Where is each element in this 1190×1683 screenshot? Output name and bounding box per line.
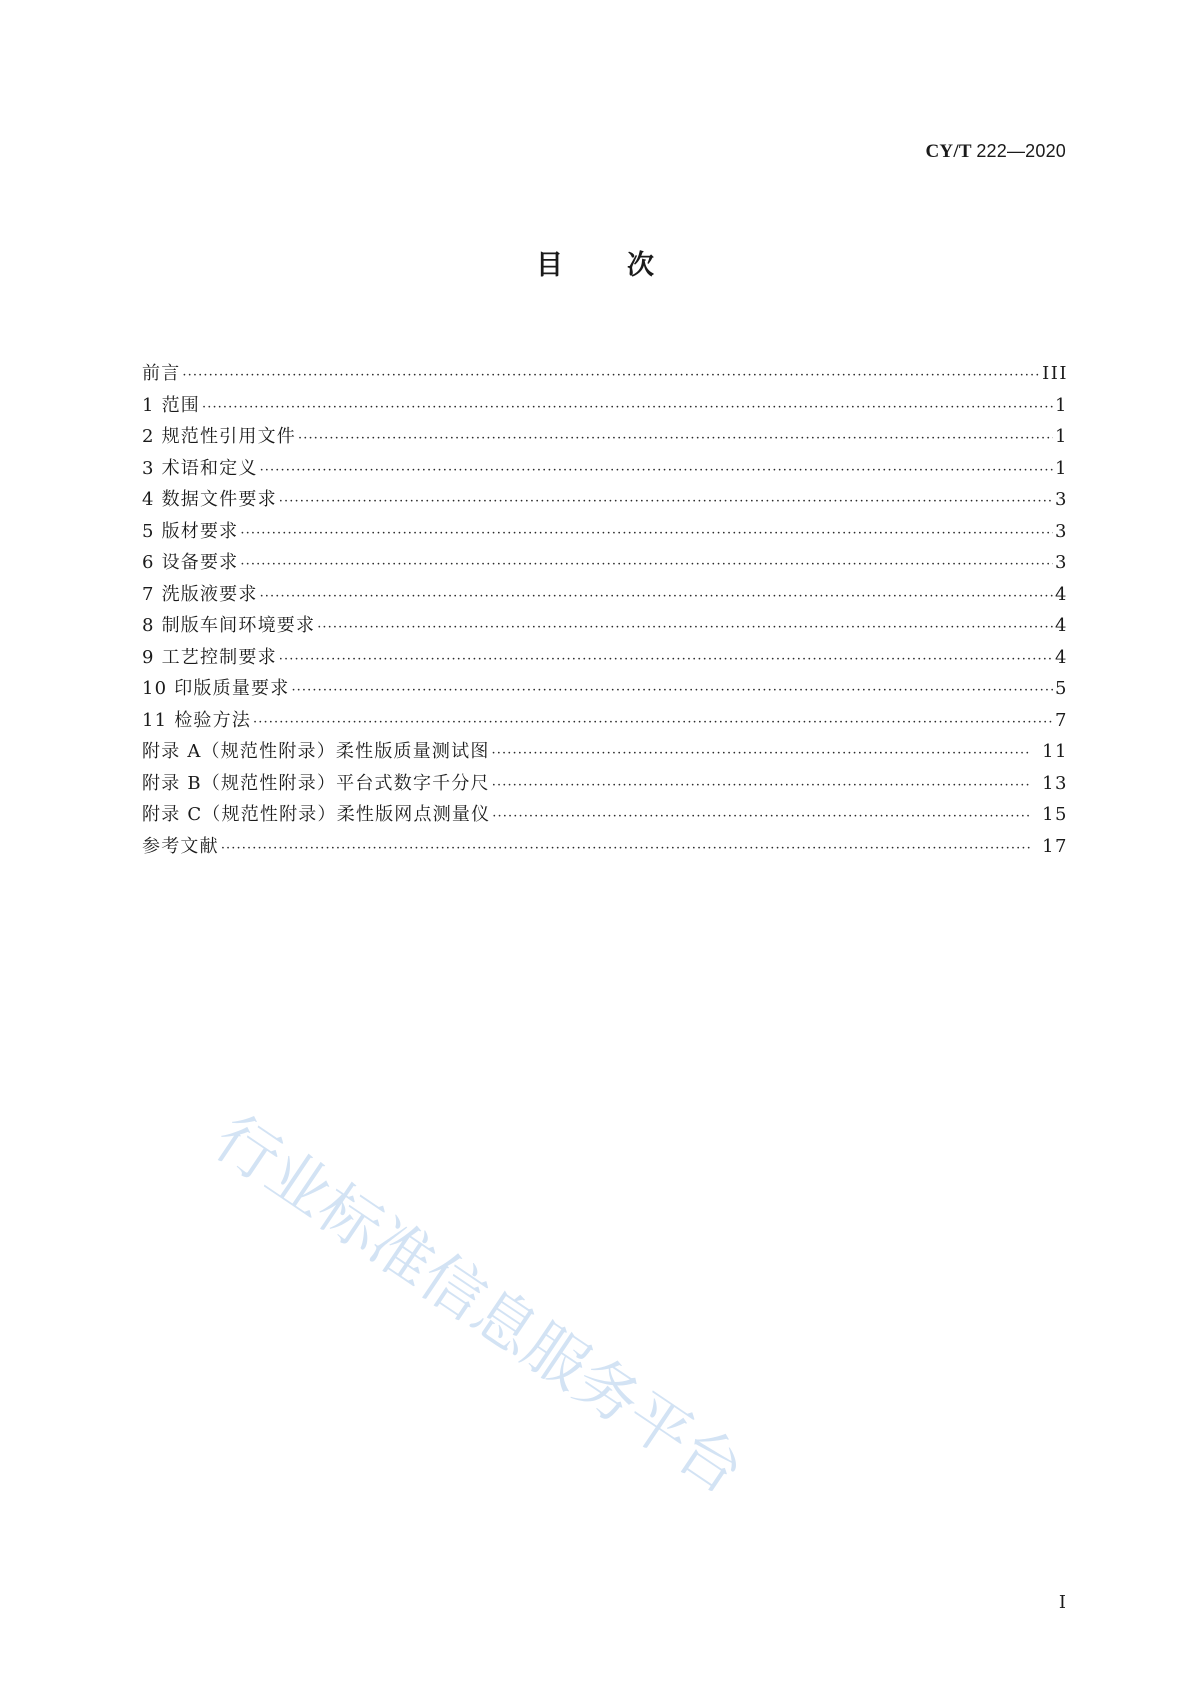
dot-leader [253, 707, 1053, 739]
toc-entry-page: 1 [1055, 457, 1068, 479]
toc-entry-label: 参考文献 [142, 835, 219, 857]
toc-entry-process-control-requirements[interactable] [142, 642, 1068, 674]
standard-number: 222—2020 [976, 141, 1066, 161]
dot-leader [291, 675, 1053, 707]
toc-entry-appendix-b[interactable] [142, 768, 1068, 800]
toc-entry-equipment-requirements[interactable] [142, 547, 1068, 579]
toc-entry-appendix-a[interactable] [142, 736, 1068, 768]
toc-entry-label: 附录 B（规范性附录）平台式数字千分尺 [142, 772, 490, 794]
dot-leader [492, 770, 1030, 802]
toc-entry-foreword[interactable] [142, 358, 1068, 390]
toc-entry-label: 5 版材要求 [142, 520, 239, 542]
dot-leader [202, 392, 1053, 424]
toc-entry-page: 13 [1042, 772, 1068, 794]
toc-entry-page: 1 [1055, 394, 1068, 416]
dot-leader [317, 612, 1053, 644]
standard-code [926, 141, 1067, 163]
toc-entry-normative-references[interactable] [142, 421, 1068, 453]
dot-leader [240, 518, 1053, 550]
dot-leader [260, 581, 1053, 613]
dot-leader [279, 644, 1053, 676]
dot-leader [221, 833, 1030, 865]
toc-entry-plate-material-requirements[interactable] [142, 516, 1068, 548]
watermark: 行业标准信息服务平台 [201, 1100, 757, 1509]
dot-leader [492, 738, 1030, 770]
toc-entry-label: 4 数据文件要求 [142, 489, 277, 510]
toc-entry-page: 15 [1042, 804, 1068, 825]
toc-entry-label: 7 洗版液要求 [142, 583, 258, 605]
toc-entry-label: 2 规范性引用文件 [142, 426, 296, 447]
toc-entry-label: 9 工艺控制要求 [142, 646, 277, 668]
title-char-2: 次 [627, 250, 654, 281]
toc-entry-page: 1 [1055, 426, 1068, 447]
toc-entry-page: 4 [1055, 583, 1068, 605]
toc-entry-page: III [1042, 363, 1068, 384]
toc-entry-label: 3 术语和定义 [142, 457, 258, 479]
toc-entry-page: 11 [1042, 741, 1068, 762]
toc-entry-page: 3 [1055, 489, 1068, 510]
toc-entry-page: 7 [1055, 709, 1068, 731]
title-char-1: 目 [536, 250, 563, 281]
dot-leader [182, 360, 1040, 392]
toc-entry-label: 10 印版质量要求 [142, 678, 290, 699]
toc-entry-label: 11 检验方法 [142, 709, 252, 731]
toc-entry-data-file-requirements[interactable] [142, 484, 1068, 516]
toc-entry-page: 4 [1055, 615, 1068, 636]
toc-entry-workshop-environment-requirements[interactable] [142, 610, 1068, 642]
standard-prefix: CY/T [925, 141, 972, 162]
page-title [0, 243, 1190, 282]
toc-entry-plate-quality-requirements[interactable] [142, 673, 1068, 705]
dot-leader [279, 486, 1053, 518]
toc-entry-appendix-c[interactable] [142, 799, 1068, 831]
toc-entry-page: 3 [1055, 520, 1068, 542]
toc-entry-label: 1 范围 [142, 394, 200, 416]
dot-leader [240, 549, 1053, 581]
toc-entry-terms-definitions[interactable] [142, 453, 1068, 485]
toc-entry-bibliography[interactable] [142, 831, 1068, 863]
toc-entry-label: 附录 C（规范性附录）柔性版网点测量仪 [142, 804, 491, 825]
toc-entry-page: 17 [1042, 835, 1068, 857]
toc-entry-page: 4 [1055, 646, 1068, 668]
page-number: I [1058, 1592, 1066, 1613]
dot-leader [492, 801, 1030, 833]
dot-leader [260, 455, 1053, 487]
table-of-contents [142, 358, 1068, 862]
dot-leader [298, 423, 1053, 455]
toc-entry-label: 6 设备要求 [142, 552, 239, 573]
toc-entry-scope[interactable] [142, 390, 1068, 422]
toc-entry-label: 前言 [142, 363, 181, 384]
toc-entry-washout-solution-requirements[interactable] [142, 579, 1068, 611]
toc-entry-test-methods[interactable] [142, 705, 1068, 737]
toc-entry-label: 附录 A（规范性附录）柔性版质量测试图 [142, 741, 490, 762]
toc-entry-page: 5 [1055, 678, 1068, 699]
toc-entry-label: 8 制版车间环境要求 [142, 615, 316, 636]
toc-entry-page: 3 [1055, 552, 1068, 573]
